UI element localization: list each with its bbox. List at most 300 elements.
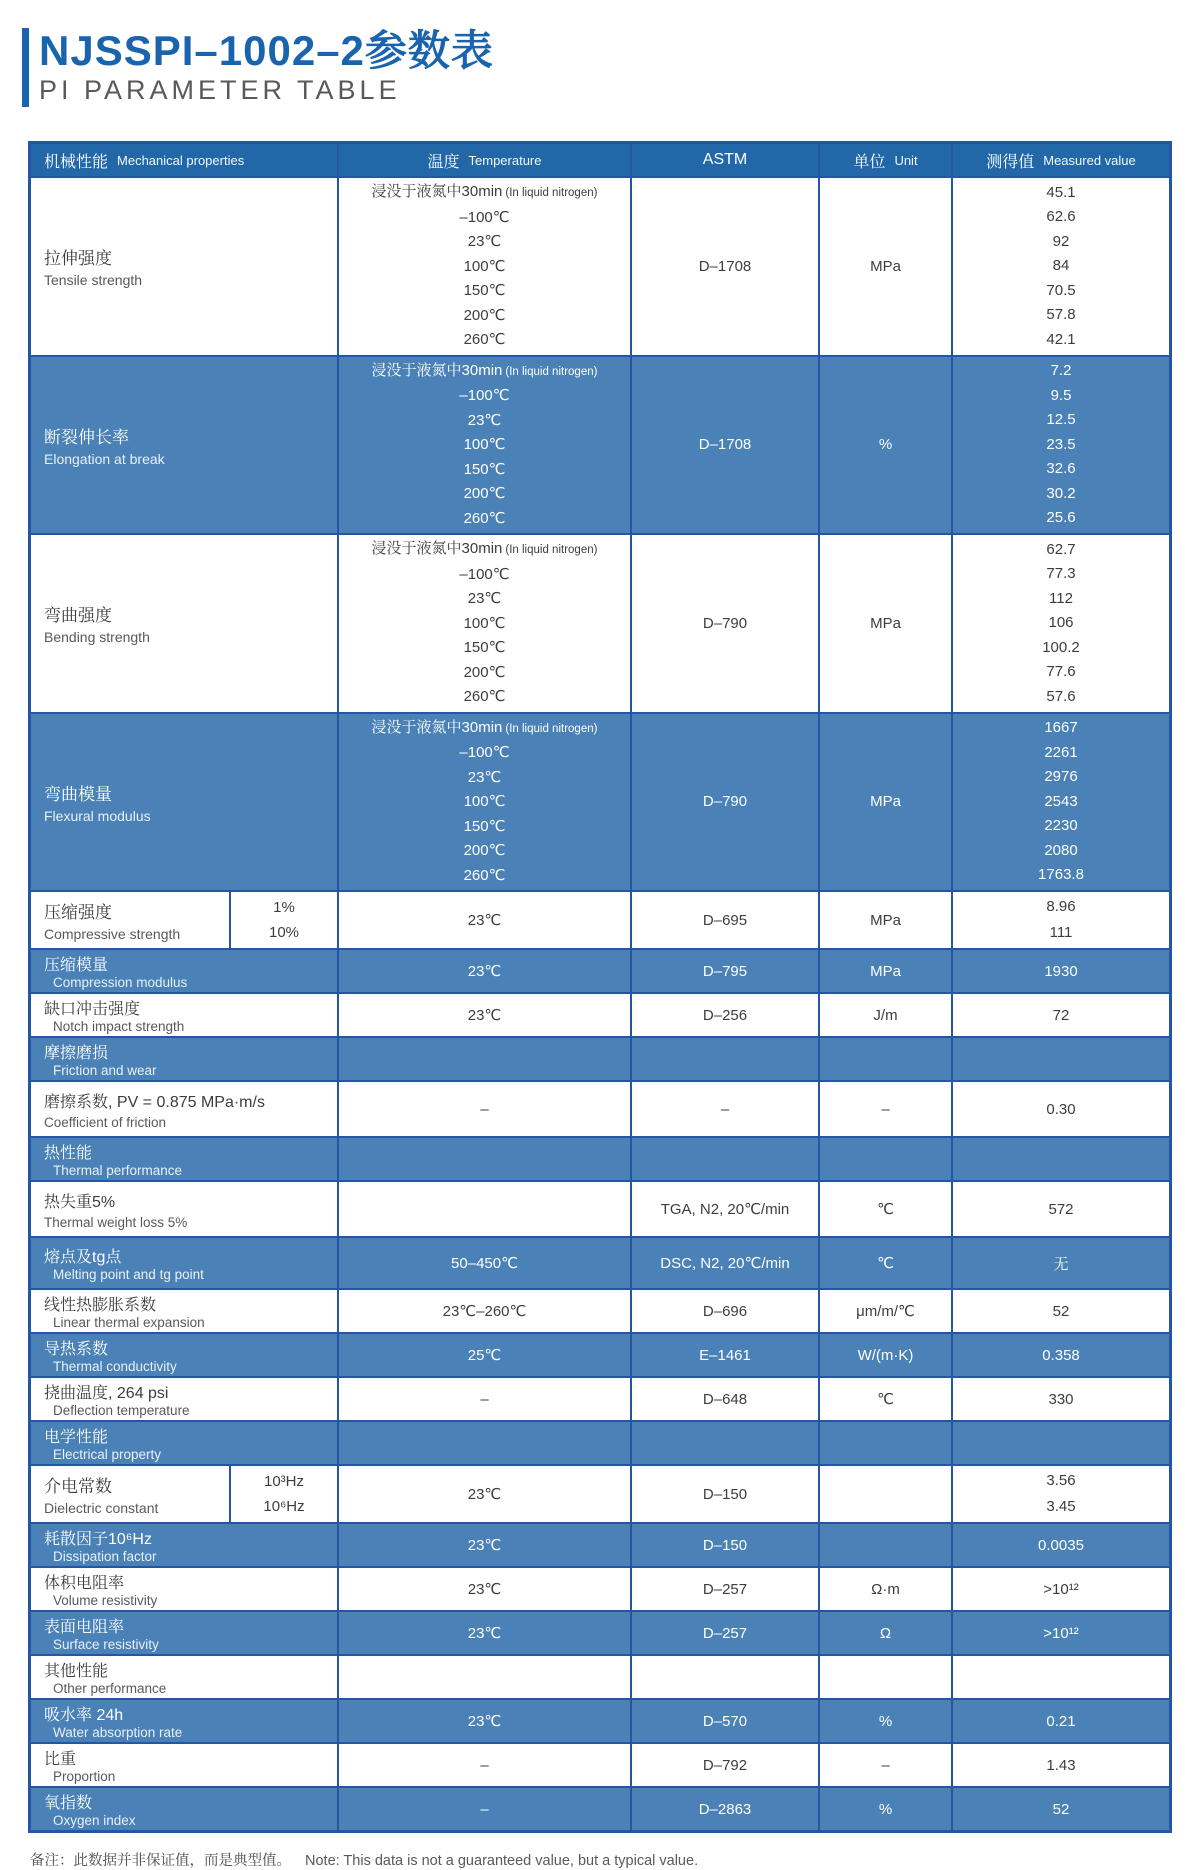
temperature-cell: 50–450℃	[337, 1238, 630, 1288]
property-label	[31, 1466, 229, 1522]
property-cell	[31, 714, 337, 891]
property-label-en: Tensile strength	[44, 272, 143, 289]
temperature-line: 100℃	[463, 793, 506, 810]
property-cell	[31, 1238, 337, 1288]
unit-cell: %	[818, 357, 951, 534]
value-cell: 0.30	[951, 1082, 1169, 1136]
property-label-zh: 缺口冲击强度	[44, 1001, 141, 1018]
property-label-zh: 耗散因子10⁶Hz	[44, 1531, 152, 1548]
table-row	[31, 1236, 1169, 1288]
temperature-line: 200℃	[463, 842, 506, 859]
unit-cell: ℃	[818, 1182, 951, 1236]
measured-value-lines	[957, 716, 1165, 888]
property-label-en: Other performance	[53, 1681, 167, 1696]
header-cell-mechanical-properties	[31, 144, 337, 176]
astm-cell: D–795	[630, 950, 818, 992]
property-label-en: Dielectric constant	[44, 1500, 159, 1516]
table-row	[31, 1522, 1169, 1566]
temperature-line-zh: 浸没于液氮中30min	[371, 718, 503, 736]
property-cell	[31, 1082, 337, 1136]
temperature-line-zh: 浸没于液氮中30min	[371, 183, 503, 200]
property-cell	[31, 950, 337, 992]
temperature-line: 150℃	[463, 460, 506, 478]
value-cell: >10¹²	[951, 1612, 1169, 1654]
astm-cell: E–1461	[630, 1334, 818, 1376]
temperature-line: 150℃	[463, 639, 506, 656]
property-cell	[31, 535, 337, 712]
table-row	[31, 1742, 1169, 1786]
property-label-en: Oxygen index	[53, 1813, 136, 1828]
astm-cell: D–257	[630, 1612, 818, 1654]
property-label-zh: 弯曲强度	[44, 606, 112, 626]
table-row	[31, 992, 1169, 1036]
unit-cell: –	[818, 1744, 951, 1786]
property-label-zh: 氧指数	[44, 1795, 93, 1812]
astm-cell: DSC, N2, 20℃/min	[630, 1238, 818, 1288]
unit-cell: %	[818, 1700, 951, 1742]
header-label-zh: 单位	[853, 153, 886, 171]
table-row	[31, 1566, 1169, 1610]
header-label-zh: 测得值	[986, 153, 1035, 171]
unit-cell	[818, 1422, 951, 1464]
measured-value-line: 3.45	[1046, 1498, 1076, 1515]
temperature-line: 260℃	[463, 866, 506, 884]
astm-cell: D–792	[630, 1744, 818, 1786]
property-label-zh: 断裂伸长率	[44, 427, 129, 447]
temperature-line: 23℃	[467, 590, 502, 607]
temperature-line-en: (In liquid nitrogen)	[505, 722, 598, 735]
temperature-cell: 23℃	[337, 1466, 630, 1522]
property-cell	[31, 892, 337, 948]
value-cell	[951, 1656, 1169, 1698]
measured-value-lines	[957, 359, 1165, 531]
astm-cell	[630, 1038, 818, 1080]
property-label-en: Linear thermal expansion	[53, 1315, 205, 1330]
temperature-cell: 23℃	[337, 1700, 630, 1742]
measured-value-lines	[957, 181, 1165, 353]
measured-value-line: 2976	[1044, 768, 1078, 785]
temperature-line: –100℃	[459, 387, 510, 404]
temperature-line: 200℃	[463, 663, 506, 681]
temperature-cell: 23℃	[337, 994, 630, 1036]
astm-cell: D–790	[630, 535, 818, 712]
table-row	[31, 533, 1169, 712]
measured-value-line: 112	[1049, 589, 1073, 607]
property-label-zh: 热性能	[44, 1145, 93, 1162]
value-cell: 330	[951, 1378, 1169, 1420]
value-cell	[951, 178, 1169, 355]
header-label-en: Unit	[894, 152, 918, 168]
table-row	[31, 355, 1169, 534]
property-label-zh: 压缩模量	[44, 957, 109, 974]
temperature-line	[343, 180, 626, 206]
property-label-zh: 热失重5%	[44, 1193, 116, 1211]
page-subtitle: PI PARAMETER TABLE	[39, 75, 401, 105]
temperature-line: 23℃	[467, 233, 502, 250]
temperature-cell: –	[337, 1788, 630, 1830]
astm-cell: D–648	[630, 1378, 818, 1420]
property-label-en: Notch impact strength	[53, 1019, 185, 1034]
property-cell	[31, 1182, 337, 1236]
temperature-lines	[343, 180, 626, 353]
property-sub-column	[229, 1466, 337, 1522]
footer-note	[30, 1849, 1200, 1870]
property-label-zh: 弯曲模量	[44, 784, 112, 804]
table-row	[31, 1698, 1169, 1742]
astm-cell: D–695	[630, 892, 818, 948]
table-row	[31, 1464, 1169, 1522]
measured-value-line: 62.7	[1046, 540, 1076, 558]
astm-cell	[630, 1138, 818, 1180]
measured-value-line: 57.6	[1046, 687, 1076, 705]
parameter-table	[28, 141, 1172, 1833]
table-row	[31, 1180, 1169, 1236]
header-cell-measured-value	[951, 144, 1169, 176]
temperature-cell: 23℃	[337, 1612, 630, 1654]
astm-cell: D–256	[630, 994, 818, 1036]
property-label-en: Thermal weight loss 5%	[44, 1214, 188, 1230]
temperature-line-en: (In liquid nitrogen)	[505, 544, 598, 556]
table-row	[31, 1786, 1169, 1830]
property-label-en: Coefficient of friction	[44, 1114, 167, 1130]
property-label-zh: 挠曲温度, 264 psi	[44, 1385, 169, 1402]
unit-cell: MPa	[818, 714, 951, 891]
measured-value-line: 32.6	[1046, 460, 1076, 477]
astm-cell: D–2863	[630, 1788, 818, 1830]
property-cell	[31, 1788, 337, 1830]
property-label-en: Surface resistivity	[53, 1637, 159, 1652]
measured-value-line: 2080	[1044, 841, 1078, 859]
property-sub-label: 1%	[273, 899, 295, 916]
measured-value-line: 45.1	[1046, 183, 1076, 201]
header-label-en: Mechanical properties	[117, 152, 245, 168]
table-row	[31, 1136, 1169, 1180]
measured-value-line: 23.5	[1046, 435, 1076, 453]
header-cell-astm	[630, 144, 818, 176]
temperature-cell: 23℃–260℃	[337, 1290, 630, 1332]
property-label-zh: 表面电阻率	[44, 1619, 125, 1636]
table-row	[31, 1376, 1169, 1420]
unit-cell: ℃	[818, 1378, 951, 1420]
header-label-en: Measured value	[1043, 152, 1136, 168]
property-label-zh: 比重	[44, 1751, 77, 1768]
property-cell	[31, 1038, 337, 1080]
table-row	[31, 1654, 1169, 1698]
table-row	[31, 948, 1169, 992]
value-cell: 72	[951, 994, 1169, 1036]
property-label-zh: 摩擦磨损	[44, 1045, 109, 1062]
temperature-cell	[337, 714, 630, 891]
value-cell: 572	[951, 1182, 1169, 1236]
value-cell	[951, 1138, 1169, 1180]
measured-value-line: 8.96	[1046, 898, 1076, 915]
title-text-block	[39, 28, 494, 107]
temperature-cell: 25℃	[337, 1334, 630, 1376]
astm-cell: –	[630, 1082, 818, 1136]
astm-cell: D–1708	[630, 178, 818, 355]
temperature-cell	[337, 178, 630, 355]
measured-value-line: 2543	[1044, 792, 1078, 810]
value-cell: 1.43	[951, 1744, 1169, 1786]
measured-value-line: 7.2	[1050, 362, 1072, 379]
header-label-zh: ASTM	[702, 151, 748, 168]
property-label-en: Compression modulus	[53, 975, 188, 990]
property-cell	[31, 994, 337, 1036]
temperature-line: 260℃	[463, 509, 506, 527]
measured-value-lines	[957, 538, 1165, 710]
property-cell	[31, 1568, 337, 1610]
measured-value-line: 84	[1052, 257, 1070, 274]
property-cell	[31, 1334, 337, 1376]
value-cell	[951, 357, 1169, 534]
unit-cell: J/m	[818, 994, 951, 1036]
table-row	[31, 1332, 1169, 1376]
property-label	[31, 892, 229, 948]
property-label-en: Elongation at break	[44, 450, 165, 467]
table-row	[31, 176, 1169, 355]
measured-value-line: 2230	[1044, 817, 1078, 834]
header-cell-unit	[818, 144, 951, 176]
measured-value-line: 62.6	[1046, 208, 1076, 225]
property-cell	[31, 1612, 337, 1654]
property-label-zh: 压缩强度	[44, 903, 112, 922]
measured-value-line: 77.3	[1046, 565, 1076, 582]
astm-cell: D–570	[630, 1700, 818, 1742]
property-cell	[31, 1700, 337, 1742]
value-cell	[951, 1038, 1169, 1080]
property-cell	[31, 1138, 337, 1180]
value-cell: 0.0035	[951, 1524, 1169, 1566]
header-cell-temperature	[337, 144, 630, 176]
property-label-en: Bending strength	[44, 629, 150, 646]
temperature-cell	[337, 1422, 630, 1464]
footer-note-en: Note: This data is not a guaranteed value, but a typical value.	[305, 1853, 699, 1869]
measured-value-line: 1667	[1044, 719, 1078, 736]
property-cell	[31, 1744, 337, 1786]
measured-value-line: 77.6	[1046, 663, 1076, 680]
page-title: NJSSPI–1002–2参数表	[39, 27, 494, 74]
property-label-zh: 拉伸强度	[44, 249, 112, 269]
property-cell	[31, 1466, 337, 1522]
temperature-line: 260℃	[463, 331, 506, 348]
measured-value-line: 2261	[1044, 743, 1078, 761]
measured-value-line: 111	[1049, 924, 1073, 941]
temperature-lines	[343, 537, 626, 710]
temperature-cell: 23℃	[337, 1568, 630, 1610]
temperature-cell	[337, 1138, 630, 1180]
header-label-zh: 机械性能	[44, 153, 109, 171]
page-header	[22, 28, 1200, 107]
unit-cell: MPa	[818, 535, 951, 712]
property-label-zh: 线性热膨胀系数	[44, 1297, 157, 1314]
unit-cell: W/(m·K)	[818, 1334, 951, 1376]
temperature-cell: 23℃	[337, 950, 630, 992]
unit-cell: MPa	[818, 892, 951, 948]
property-label-zh: 磨擦系数, PV = 0.875 MPa·m/s	[44, 1093, 265, 1111]
astm-cell: TGA, N2, 20℃/min	[630, 1182, 818, 1236]
temperature-line: 150℃	[463, 282, 506, 299]
temperature-line: 200℃	[463, 485, 506, 502]
unit-cell	[818, 1138, 951, 1180]
property-label-en: Melting point and tg point	[53, 1267, 204, 1282]
property-label-en: Thermal conductivity	[53, 1359, 177, 1374]
unit-cell: ℃	[818, 1238, 951, 1288]
temperature-line-en: (In liquid nitrogen)	[505, 187, 598, 199]
measured-value-line: 100.2	[1042, 638, 1080, 656]
property-label-zh: 介电常数	[44, 1477, 112, 1496]
measured-value-line: 9.5	[1050, 386, 1072, 404]
header-label-zh: 温度	[427, 153, 460, 171]
property-sub-column	[229, 892, 337, 948]
measured-value-line: 12.5	[1046, 411, 1076, 428]
property-label-en: Volume resistivity	[53, 1593, 158, 1608]
property-label-en: Proportion	[53, 1769, 116, 1784]
astm-cell: D–257	[630, 1568, 818, 1610]
title-accent-bar	[22, 28, 29, 107]
property-label-zh: 熔点及tg点	[44, 1249, 122, 1266]
temperature-line-zh: 浸没于液氮中30min	[371, 361, 503, 379]
property-label-en: Water absorption rate	[53, 1725, 183, 1740]
temperature-line: 150℃	[463, 817, 506, 835]
measured-value-lines	[957, 1468, 1165, 1520]
table-row	[31, 1036, 1169, 1080]
unit-cell	[818, 1524, 951, 1566]
temperature-cell: 23℃	[337, 1524, 630, 1566]
property-sub-label: 10³Hz	[263, 1473, 304, 1490]
property-label-zh: 吸水率 24h	[44, 1707, 124, 1724]
temperature-line: –100℃	[459, 208, 510, 226]
unit-cell: MPa	[818, 178, 951, 355]
property-cell	[31, 178, 337, 355]
unit-cell	[818, 1656, 951, 1698]
temperature-line: 260℃	[463, 688, 506, 705]
temperature-line: –100℃	[459, 565, 510, 583]
temperature-line	[343, 537, 626, 563]
temperature-cell	[337, 1656, 630, 1698]
value-cell	[951, 535, 1169, 712]
temperature-line-en: (In liquid nitrogen)	[505, 365, 598, 378]
value-cell: >10¹²	[951, 1568, 1169, 1610]
property-cell	[31, 1378, 337, 1420]
temperature-cell	[337, 1038, 630, 1080]
temperature-line: 23℃	[467, 411, 502, 429]
measured-value-line: 57.8	[1046, 306, 1076, 323]
measured-value-line: 30.2	[1046, 484, 1076, 502]
temperature-cell	[337, 357, 630, 534]
unit-cell: Ω·m	[818, 1568, 951, 1610]
property-label-en: Electrical property	[53, 1447, 162, 1462]
footer-note-zh: 备注：此数据并非保证值，而是典型值。	[30, 1853, 291, 1869]
astm-cell	[630, 1422, 818, 1464]
property-label-en: Flexural modulus	[44, 807, 151, 824]
property-sub-label: 10⁶Hz	[263, 1498, 305, 1515]
unit-cell	[818, 1038, 951, 1080]
table-header-row	[31, 144, 1169, 176]
temperature-cell: 23℃	[337, 892, 630, 948]
unit-cell	[818, 1466, 951, 1522]
property-cell	[31, 1422, 337, 1464]
value-cell: 无	[951, 1238, 1169, 1288]
header-label-en: Temperature	[468, 152, 542, 168]
temperature-line-zh: 浸没于液氮中30min	[371, 540, 503, 557]
value-cell	[951, 1466, 1169, 1522]
value-cell	[951, 714, 1169, 891]
astm-cell: D–150	[630, 1466, 818, 1522]
value-cell: 52	[951, 1788, 1169, 1830]
value-cell: 0.21	[951, 1700, 1169, 1742]
temperature-line: 100℃	[463, 614, 506, 632]
temperature-cell: –	[337, 1744, 630, 1786]
temperature-cell: –	[337, 1082, 630, 1136]
value-cell: 1930	[951, 950, 1169, 992]
property-label-zh: 体积电阻率	[44, 1575, 125, 1592]
temperature-cell: –	[337, 1378, 630, 1420]
table-row	[31, 1288, 1169, 1332]
property-label-en: Deflection temperature	[53, 1403, 190, 1418]
property-label-en: Dissipation factor	[53, 1549, 157, 1564]
value-cell	[951, 892, 1169, 948]
property-label-zh: 其他性能	[44, 1663, 109, 1680]
measured-value-line: 42.1	[1046, 330, 1076, 348]
measured-value-line: 25.6	[1046, 509, 1076, 526]
astm-cell: D–150	[630, 1524, 818, 1566]
unit-cell: MPa	[818, 950, 951, 992]
temperature-line: 100℃	[463, 436, 506, 453]
value-cell: 0.358	[951, 1334, 1169, 1376]
astm-cell: D–1708	[630, 357, 818, 534]
temperature-line: 100℃	[463, 257, 506, 275]
astm-cell: D–696	[630, 1290, 818, 1332]
value-cell: 52	[951, 1290, 1169, 1332]
table-row	[31, 1080, 1169, 1136]
measured-value-line: 1763.8	[1038, 866, 1084, 883]
table-row	[31, 1610, 1169, 1654]
property-label-zh: 电学性能	[44, 1429, 109, 1446]
property-cell	[31, 357, 337, 534]
table-row	[31, 712, 1169, 891]
temperature-line: 23℃	[467, 768, 502, 786]
unit-cell: μm/m/℃	[818, 1290, 951, 1332]
property-sub-label: 10%	[268, 924, 300, 941]
temperature-line	[343, 359, 626, 385]
astm-cell	[630, 1656, 818, 1698]
measured-value-lines	[957, 894, 1165, 946]
measured-value-line: 92	[1052, 232, 1070, 250]
property-label-en: Compressive strength	[44, 926, 181, 942]
property-cell	[31, 1290, 337, 1332]
unit-cell: –	[818, 1082, 951, 1136]
unit-cell: Ω	[818, 1612, 951, 1654]
temperature-line: 200℃	[463, 306, 506, 324]
temperature-line: –100℃	[459, 744, 510, 761]
measured-value-line: 70.5	[1046, 281, 1076, 299]
property-label-en: Friction and wear	[53, 1063, 157, 1078]
temperature-line	[343, 716, 626, 742]
temperature-lines	[343, 359, 626, 532]
property-cell	[31, 1656, 337, 1698]
temperature-lines	[343, 716, 626, 889]
property-label-zh: 导热系数	[44, 1341, 109, 1358]
temperature-cell	[337, 535, 630, 712]
unit-cell: %	[818, 1788, 951, 1830]
measured-value-line: 106	[1048, 614, 1074, 631]
property-cell	[31, 1524, 337, 1566]
measured-value-line: 3.56	[1046, 1472, 1076, 1489]
temperature-cell	[337, 1182, 630, 1236]
property-label-en: Thermal performance	[53, 1163, 183, 1178]
table-row	[31, 1420, 1169, 1464]
astm-cell: D–790	[630, 714, 818, 891]
